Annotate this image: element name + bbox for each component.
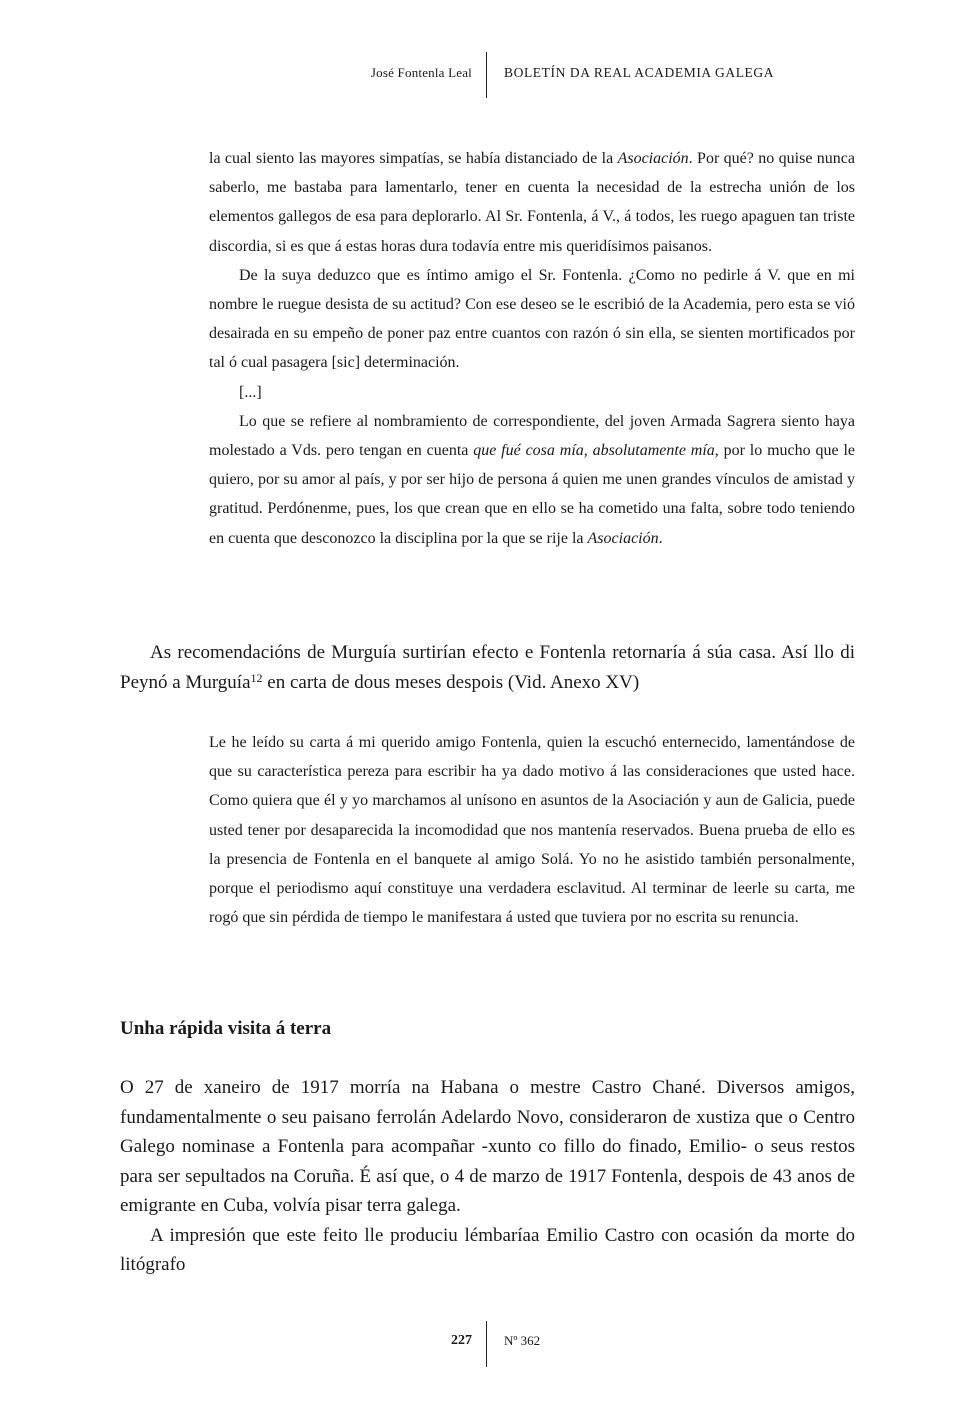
section-heading: Unha rápida visita á terra <box>120 1018 332 1039</box>
page-number: 227 <box>451 1333 472 1348</box>
footnote-reference[interactable]: 12 <box>250 670 263 685</box>
body-paragraph-2 <box>120 1073 855 1280</box>
header-divider <box>486 52 487 98</box>
paragraph: O 27 de xaneiro de 1917 morría na Habana o mestre Castro Chané. Diversos amigos, fundamentalmente o seu paisano ferrolán Adelardo Novo, consideraron de xustiza que o Centro Galego nominase a Fontenla para acompañar -xunto co fillo do finado, Emilio- o seus restos para ser sepultados na Coruña. É así que, o 4 de marzo de 1917 Fontenla, despois de 43 anos de emigrante en Cuba, volvía pisar terra galega. <box>120 1077 855 1216</box>
quote-paragraph: De la suya deduzco que es íntimo amigo el Sr. Fontenla. ¿Como no pedirle á V. que en mi nombre le ruegue desista de su actitud? Con ese deseo se le escribió de la Academia, pero esta se vió desairada en su empeño de poner paz entre cuantos con razón ó sin ella, se sienten mortificados por tal ó cual pasagera [sic] determinación. <box>209 266 855 372</box>
paragraph: A impresión que este feito lle produciu lémbaríaa Emilio Castro con ocasión da morte do litógrafo <box>120 1224 855 1275</box>
quote-paragraph: Le he leído su carta á mi querido amigo Fontenla, quien la escuchó enternecido, lamentándose de que su característica pereza para escribir ha ya dado motivo á las consideraciones que usted hace. Como quiera que él y yo marchamos al unísono en asuntos de la Asociación y aun de Galicia, puede usted tener por desaparecida la incomodidad que nos mantenía reservados. Buena prueba de ello es la presencia de Fontenla en el banquete al amigo Solá. Yo no he asistido también personalmente, porque el periodismo aquí constituye una verdadera esclavitud. Al terminar de leerle su carta, me rogó que sin pérdida de tiempo le manifestara á usted que tuviera por no escrita su renuncia. <box>209 734 855 927</box>
footer-divider <box>486 1321 487 1367</box>
issue-number: Nº 362 <box>504 1333 541 1348</box>
italic-emphasis: que fué cosa mía, absolutamente mía <box>473 442 715 460</box>
italic-term: Asociación <box>587 529 659 547</box>
italic-term: Asociación <box>617 150 689 167</box>
quote-paragraph: la cual siento las mayores simpatías, se había distanciado de la Asociación. Por qué? no quise nunca saberlo, me bastaba para lamentarlo, tener en cuenta la necesidad de la estrecha unión de los elementos gallegos de esa para deplorarlo. Al Sr. Fontenla, á V., á todos, les ruego apaguen tan triste discordia, si es que á estas horas dura todavía entre mis queridísimos paisanos. <box>209 150 856 255</box>
quote-paragraph: Lo que se refiere al nombramiento de correspondiente, del joven Armada Sagrera siento haya molestado a Vds. pero tengan en cuenta que fué cosa mía, absolutamente mía, por lo mucho que le quiero, por su amor al país, y por ser hijo de persona á quien me unen grandes vínculos de amistad y gratitud. Perdónenme, pues, los que crean que en ello se ha cometido una falta, sobre todo teniendo en cuenta que desconozco la disciplina por la que se rije la Asociación. <box>209 412 855 547</box>
header-journal-title: BOLETÍN DA REAL ACADEMIA GALEGA <box>504 65 775 80</box>
block-quote-2 <box>209 728 855 932</box>
ellipsis-marker: [...] <box>239 383 262 401</box>
page-footer <box>0 1321 975 1369</box>
block-quote-1 <box>209 144 855 553</box>
header-author: José Fontenla Leal <box>370 65 472 80</box>
body-paragraph-1: As recomendacións de Murguía surtirían efecto e Fontenla retornaría á súa casa. Así llo di Peynó a Murguía$^{12}$ en carta de dous meses despois (Vid. Anexo XV) <box>120 642 855 693</box>
running-header <box>0 52 975 100</box>
